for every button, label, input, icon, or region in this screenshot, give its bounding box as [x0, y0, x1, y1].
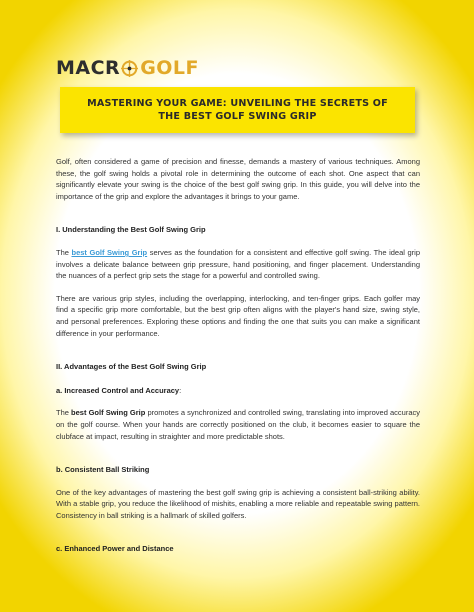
title-banner [60, 87, 415, 133]
subsection-b-heading: b. Consistent Ball Striking [56, 465, 150, 475]
macrogolf-logo [56, 56, 199, 80]
section-1-heading: I. Understanding the Best Golf Swing Grip [56, 225, 206, 235]
section-2-heading: II. Advantages of the Best Golf Swing Grip [56, 362, 207, 372]
best-golf-swing-grip-link[interactable]: best Golf Swing Grip [71, 247, 148, 257]
subsection-c-heading: c. Enhanced Power and Distance [56, 544, 174, 554]
subsection-a-heading: a. Increased Control and Accuracy: [56, 385, 182, 395]
section-1-paragraph-1: The best Golf Swing Grip serves as the foundation for a consistent and effective golf swing. The ideal grip involves a delicate balance between grip pressure, hand positioning, and finger placement. Understanding the nuances of a perfect grip sets the stage for a powerful and controlled swing. [56, 247, 421, 281]
logo-text-golf: GOLF [140, 57, 200, 79]
intro-paragraph: Golf, often considered a game of precision and finesse, demands a mastery of various techniques. Among these, the golf swing holds a pivotal role in determining the outcome of each shot. One aspect that can significantly elevate your swing is the choice of the best golf swing grip. In this guide, you will delve into the importance of the grip and explore the advantages it brings to your game. [56, 157, 420, 201]
section-1-paragraph-2: There are various grip styles, including the overlapping, interlocking, and ten-finger grips. Each golfer may find a specific grip more comfortable, but the best grip often aligns with the player's hand size, swing style, and personal preferences. Exploring these options and finding the one that suits you can make a significant difference in your performance. [56, 293, 420, 338]
logo-text-macro: MACR [56, 57, 121, 79]
subsection-b-paragraph: One of the key advantages of mastering the best golf swing grip is achieving a consistent ball-striking ability. With a stable grip, you reduce the likelihood of mishits, enabling a more reliable and repeatable swing pattern. Consistency in ball striking is a hallmark of skilled golfers. [56, 487, 420, 520]
subsection-a-paragraph: The best Golf Swing Grip promotes a synchronized and controlled swing, translating into improved accuracy on the golf course. When your hands are correctly positioned on the club, it becomes easier to square the clubface at impact, resulting in straighter and more predictable shots. [56, 408, 420, 441]
golf-ball-crosshair-icon [121, 60, 138, 77]
article-body [56, 156, 420, 555]
page-title: MASTERING YOUR GAME: UNVEILING THE SECRETS OF THE BEST GOLF SWING GRIP [87, 98, 388, 122]
